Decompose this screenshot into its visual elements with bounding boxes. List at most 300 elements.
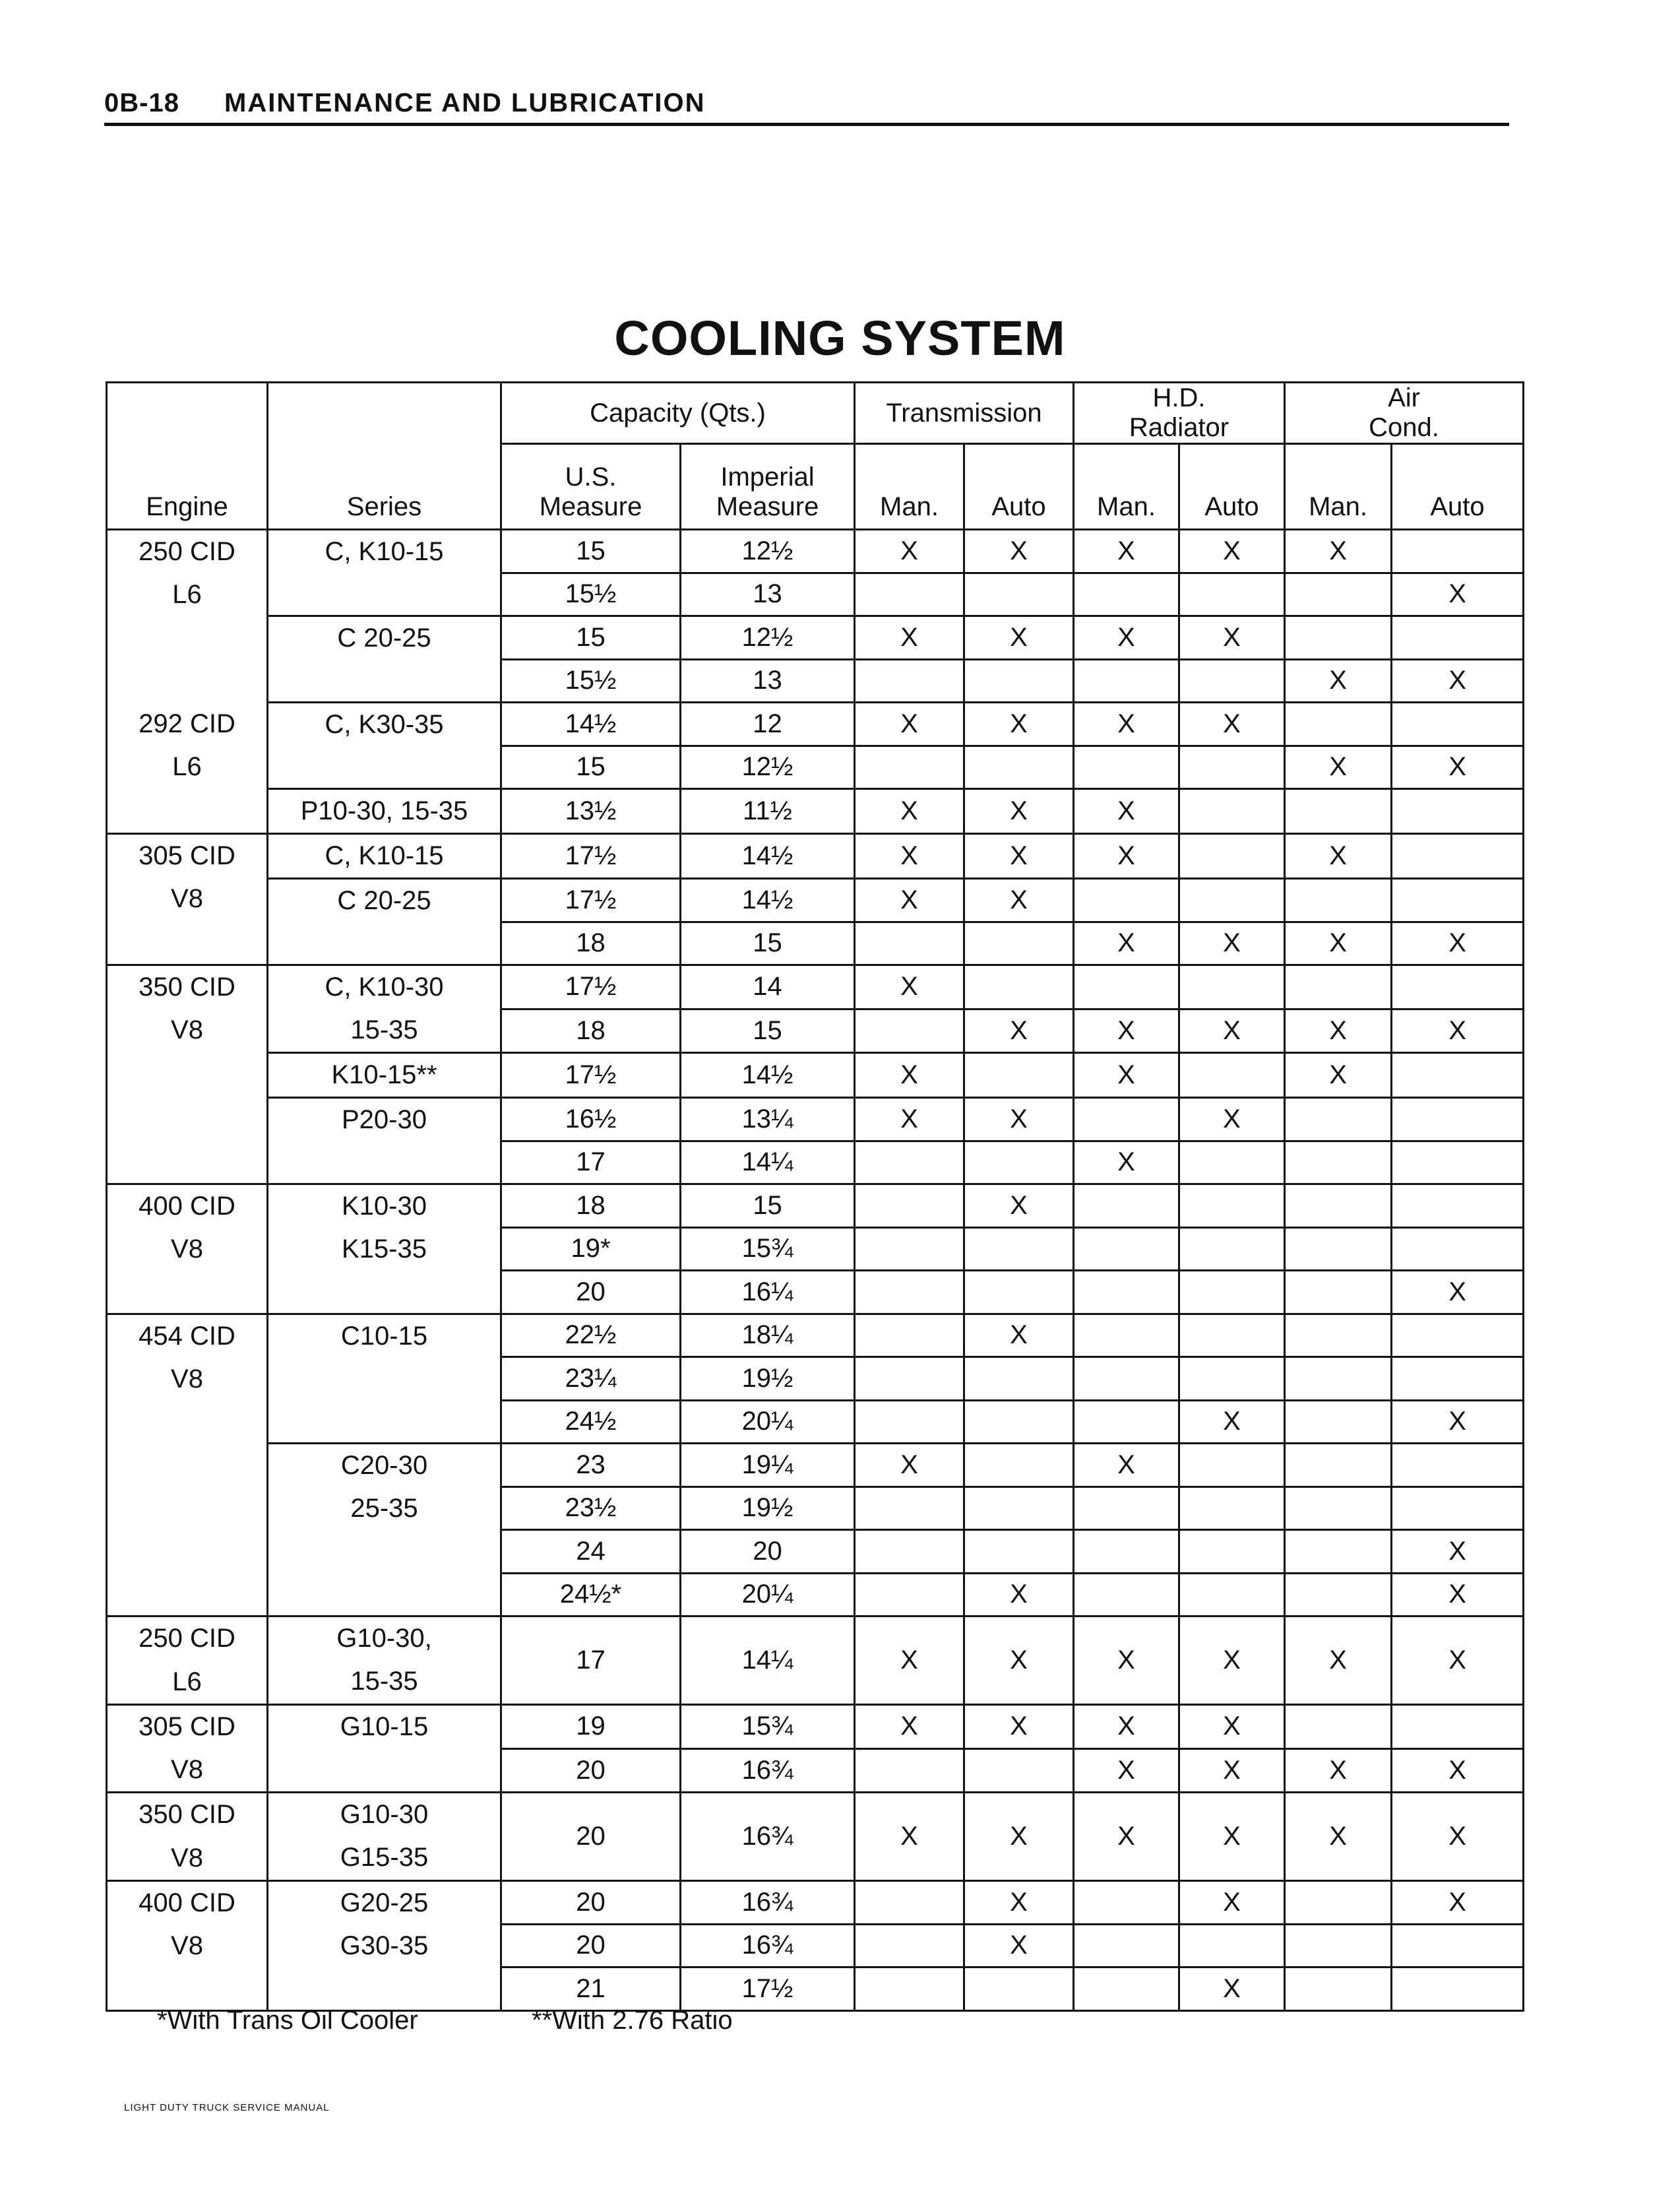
imperial-measure-cell: 15 — [681, 1009, 855, 1053]
table-row — [107, 965, 1524, 1009]
hman-cell — [1074, 746, 1179, 789]
hauto-cell — [1179, 1141, 1285, 1184]
header-series: Series — [268, 383, 501, 530]
series-line: C 20-25 — [337, 624, 431, 653]
imperial-measure-cell: 18¼ — [681, 1314, 855, 1357]
tauto-cell: X — [964, 789, 1074, 834]
manual-name: LIGHT DUTY TRUCK SERVICE MANUAL — [124, 2102, 330, 2113]
aauto-cell — [1392, 703, 1524, 746]
hman-cell — [1074, 1400, 1179, 1444]
aman-cell: X — [1285, 1748, 1392, 1793]
imperial-measure-cell: 19½ — [681, 1487, 855, 1530]
tauto-cell: X — [964, 879, 1074, 922]
hman-cell — [1074, 1530, 1179, 1574]
aauto-cell — [1392, 616, 1524, 660]
hauto-cell — [1179, 789, 1285, 834]
engine-label — [108, 530, 266, 616]
hman-cell: X — [1074, 922, 1179, 965]
us-measure-cell: 18 — [501, 1009, 681, 1053]
imperial-measure-cell: 13¼ — [681, 1098, 855, 1141]
engine-line: L6 — [172, 1667, 202, 1696]
hauto-cell: X — [1179, 1400, 1285, 1444]
tauto-cell: X — [964, 1184, 1074, 1228]
tman-cell — [855, 1009, 964, 1053]
us-measure-cell: 24 — [501, 1530, 681, 1574]
tauto-cell — [964, 1967, 1074, 2011]
tauto-cell — [964, 1357, 1074, 1401]
hauto-cell — [1179, 1487, 1285, 1530]
header-air-cond-line2: Cond. — [1369, 413, 1439, 442]
tauto-cell: X — [964, 1009, 1074, 1053]
imperial-measure-cell: 14 — [681, 965, 855, 1009]
table-row — [107, 616, 1524, 660]
table-row — [107, 834, 1524, 879]
tman-cell: X — [855, 834, 964, 879]
imperial-measure-cell: 12½ — [681, 530, 855, 573]
aauto-cell — [1392, 1141, 1524, 1184]
aauto-cell: X — [1392, 573, 1524, 616]
page-number: 0B-18 — [104, 88, 179, 117]
series-cell — [268, 1184, 501, 1314]
aman-cell — [1285, 703, 1392, 746]
hauto-cell: X — [1179, 1748, 1285, 1793]
imperial-measure-cell: 14¼ — [681, 1141, 855, 1184]
engine-cell — [107, 1793, 268, 1881]
tauto-cell: X — [964, 530, 1074, 573]
aman-cell: X — [1285, 530, 1392, 573]
aauto-cell — [1392, 1487, 1524, 1530]
tman-cell — [855, 1924, 964, 1967]
series-line: C 20-25 — [337, 886, 431, 915]
hman-cell: X — [1074, 1444, 1179, 1487]
engine-line: 250 CID — [139, 537, 235, 566]
aman-cell: X — [1285, 1793, 1392, 1881]
aman-cell — [1285, 1400, 1392, 1444]
engine-cell — [107, 1184, 268, 1314]
imperial-measure-cell: 16¼ — [681, 1271, 855, 1314]
table-row — [107, 1705, 1524, 1749]
us-measure-cell: 15½ — [501, 659, 681, 703]
hauto-cell — [1179, 1530, 1285, 1574]
cooling-system-table — [106, 381, 1524, 2012]
hman-cell — [1074, 879, 1179, 922]
us-measure-cell: 20 — [501, 1924, 681, 1967]
header-us-measure-line2: Measure — [539, 492, 642, 521]
aauto-cell — [1392, 789, 1524, 834]
hman-cell: X — [1074, 616, 1179, 660]
hauto-cell: X — [1179, 616, 1285, 660]
tauto-cell: X — [964, 834, 1074, 879]
tman-cell — [855, 1271, 964, 1314]
hauto-cell: X — [1179, 1967, 1285, 2011]
header-imperial-measure-line1: Imperial — [720, 463, 815, 492]
hauto-cell: X — [1179, 1098, 1285, 1141]
table-row — [107, 1793, 1524, 1881]
series-line: 25-35 — [350, 1494, 418, 1523]
imperial-measure-cell: 19½ — [681, 1357, 855, 1401]
header-hd-radiator-line1: H.D. — [1152, 383, 1206, 412]
engine-cell — [107, 965, 268, 1184]
tauto-cell: X — [964, 1098, 1074, 1141]
table-row — [107, 1314, 1524, 1357]
hman-cell: X — [1074, 530, 1179, 573]
header-engine: Engine — [107, 383, 268, 530]
us-measure-cell: 13½ — [501, 789, 681, 834]
engine-line: V8 — [171, 1234, 203, 1263]
hman-cell: X — [1074, 834, 1179, 879]
engine-cell — [107, 834, 268, 965]
engine-cell — [107, 1616, 268, 1705]
hman-cell: X — [1074, 1705, 1179, 1749]
imperial-measure-cell: 20¼ — [681, 1400, 855, 1444]
hman-cell — [1074, 1487, 1179, 1530]
header-hd-radiator-line2: Radiator — [1129, 413, 1229, 442]
series-line: C, K30-35 — [325, 710, 444, 739]
aman-cell — [1285, 1705, 1392, 1749]
tman-cell — [855, 1530, 964, 1574]
imperial-measure-cell: 17½ — [681, 1967, 855, 2011]
hman-cell — [1074, 1227, 1179, 1271]
aman-cell: X — [1285, 834, 1392, 879]
series-line: P20-30 — [342, 1105, 427, 1134]
series-line: G10-30 — [340, 1800, 429, 1829]
tauto-cell — [964, 922, 1074, 965]
imperial-measure-cell: 16¾ — [681, 1793, 855, 1881]
tauto-cell — [964, 1141, 1074, 1184]
series-line: C, K10-15 — [325, 537, 444, 566]
tman-cell: X — [855, 1053, 964, 1098]
us-measure-cell: 20 — [501, 1793, 681, 1881]
hauto-cell: X — [1179, 1616, 1285, 1705]
hauto-cell — [1179, 1053, 1285, 1098]
table-row — [107, 789, 1524, 834]
aauto-cell — [1392, 1924, 1524, 1967]
aman-cell: X — [1285, 1009, 1392, 1053]
tauto-cell — [964, 1530, 1074, 1574]
table-row — [107, 703, 1524, 746]
hauto-cell — [1179, 1444, 1285, 1487]
aauto-cell: X — [1392, 1530, 1524, 1574]
tauto-cell — [964, 1487, 1074, 1530]
imperial-measure-cell: 14½ — [681, 1053, 855, 1098]
tman-cell: X — [855, 1705, 964, 1749]
aman-cell: X — [1285, 922, 1392, 965]
engine-line: L6 — [172, 580, 202, 609]
tauto-cell — [964, 965, 1074, 1009]
header-imperial-measure-line2: Measure — [716, 492, 819, 521]
tman-cell — [855, 1314, 964, 1357]
header-capacity: Capacity (Qts.) — [501, 383, 855, 444]
footnote-single-asterisk: *With Trans Oil Cooler — [157, 2006, 418, 2035]
tman-cell: X — [855, 530, 964, 573]
aauto-cell — [1392, 1357, 1524, 1401]
us-measure-cell: 22½ — [501, 1314, 681, 1357]
header-transmission: Transmission — [855, 383, 1074, 444]
tauto-cell: X — [964, 703, 1074, 746]
tauto-cell: X — [964, 1616, 1074, 1705]
imperial-measure-cell: 12 — [681, 703, 855, 746]
tauto-cell — [964, 1400, 1074, 1444]
imperial-measure-cell: 11½ — [681, 789, 855, 834]
header-imperial-measure — [681, 444, 855, 530]
us-measure-cell: 19* — [501, 1227, 681, 1271]
aauto-cell — [1392, 1967, 1524, 2011]
aauto-cell — [1392, 1705, 1524, 1749]
aauto-cell: X — [1392, 1616, 1524, 1705]
us-measure-cell: 18 — [501, 1184, 681, 1228]
engine-line: 400 CID — [139, 1192, 235, 1221]
tauto-cell: X — [964, 1314, 1074, 1357]
hauto-cell — [1179, 1314, 1285, 1357]
imperial-measure-cell: 15 — [681, 922, 855, 965]
hman-cell — [1074, 1967, 1179, 2011]
hman-cell: X — [1074, 1053, 1179, 1098]
us-measure-cell: 21 — [501, 1967, 681, 2011]
engine-line: 454 CID — [139, 1321, 235, 1351]
aman-cell — [1285, 1271, 1392, 1314]
tauto-cell: X — [964, 1924, 1074, 1967]
hauto-cell — [1179, 834, 1285, 879]
imperial-measure-cell: 13 — [681, 573, 855, 616]
engine-label — [108, 1882, 266, 1967]
imperial-measure-cell: 15 — [681, 1184, 855, 1228]
imperial-measure-cell: 12½ — [681, 746, 855, 789]
hauto-cell — [1179, 1271, 1285, 1314]
header-air-cond — [1285, 383, 1524, 444]
series-cell — [268, 879, 501, 965]
us-measure-cell: 15½ — [501, 573, 681, 616]
aman-cell — [1285, 1444, 1392, 1487]
aauto-cell — [1392, 1184, 1524, 1228]
engine-line: L6 — [172, 752, 202, 781]
table-row — [107, 1444, 1524, 1487]
aman-cell — [1285, 1573, 1392, 1616]
engine-line: 350 CID — [139, 1800, 235, 1829]
tman-cell — [855, 746, 964, 789]
engine-line: 350 CID — [139, 973, 235, 1002]
engine-label — [108, 835, 266, 920]
aman-cell — [1285, 1314, 1392, 1357]
hman-cell — [1074, 1357, 1179, 1401]
tauto-cell — [964, 659, 1074, 703]
series-cell — [268, 1881, 501, 2011]
aauto-cell — [1392, 1444, 1524, 1487]
aman-cell — [1285, 965, 1392, 1009]
tman-cell — [855, 1141, 964, 1184]
tman-cell: X — [855, 1444, 964, 1487]
engine-line: V8 — [171, 1843, 203, 1872]
series-line: 15-35 — [350, 1667, 418, 1696]
tman-cell: X — [855, 1793, 964, 1881]
hauto-cell: X — [1179, 1881, 1285, 1925]
tauto-cell — [964, 1444, 1074, 1487]
engine-label — [108, 1793, 266, 1880]
series-line: G15-35 — [340, 1843, 429, 1872]
aauto-cell: X — [1392, 1748, 1524, 1793]
series-cell — [268, 616, 501, 703]
table-row — [107, 530, 1524, 573]
table-row — [107, 879, 1524, 922]
tman-cell — [855, 573, 964, 616]
aman-cell — [1285, 1184, 1392, 1228]
hman-cell: X — [1074, 1141, 1179, 1184]
engine-line: V8 — [171, 884, 203, 913]
header-us-measure — [501, 444, 681, 530]
tman-cell: X — [855, 1098, 964, 1141]
tauto-cell: X — [964, 1705, 1074, 1749]
tauto-cell — [964, 1053, 1074, 1098]
engine-cell — [107, 1881, 268, 2011]
aman-cell — [1285, 1530, 1392, 1574]
us-measure-cell: 16½ — [501, 1098, 681, 1141]
tauto-cell — [964, 573, 1074, 616]
imperial-measure-cell: 15¾ — [681, 1705, 855, 1749]
header-aircond-man: Man. — [1285, 444, 1392, 530]
aauto-cell: X — [1392, 1400, 1524, 1444]
hman-cell — [1074, 1924, 1179, 1967]
engine-line: V8 — [171, 1755, 203, 1784]
us-measure-cell: 20 — [501, 1271, 681, 1314]
aauto-cell — [1392, 1053, 1524, 1098]
aman-cell — [1285, 1227, 1392, 1271]
tman-cell — [855, 1357, 964, 1401]
tman-cell — [855, 1967, 964, 2011]
header-hd-radiator — [1074, 383, 1285, 444]
series-line: C, K10-15 — [325, 841, 444, 870]
tman-cell — [855, 922, 964, 965]
engine-label — [108, 1185, 266, 1271]
series-cell — [268, 1444, 501, 1616]
series-cell — [268, 789, 501, 834]
series-cell — [268, 1314, 501, 1444]
hauto-cell — [1179, 573, 1285, 616]
engine-label — [108, 1706, 266, 1791]
tman-cell — [855, 1227, 964, 1271]
header-us-measure-line1: U.S. — [565, 463, 617, 492]
page-title: COOLING SYSTEM — [614, 311, 1066, 366]
hauto-cell: X — [1179, 1705, 1285, 1749]
hauto-cell — [1179, 659, 1285, 703]
series-line: 15-35 — [350, 1015, 418, 1044]
hauto-cell: X — [1179, 703, 1285, 746]
us-measure-cell: 17 — [501, 1616, 681, 1705]
aauto-cell — [1392, 879, 1524, 922]
us-measure-cell: 20 — [501, 1748, 681, 1793]
us-measure-cell: 15 — [501, 616, 681, 660]
tman-cell — [855, 1748, 964, 1793]
series-line: C10-15 — [340, 1321, 428, 1351]
series-cell — [268, 1053, 501, 1098]
imperial-measure-cell: 13 — [681, 659, 855, 703]
tauto-cell — [964, 1227, 1074, 1271]
us-measure-cell: 19 — [501, 1705, 681, 1749]
imperial-measure-cell: 14½ — [681, 879, 855, 922]
series-cell — [268, 1793, 501, 1881]
tman-cell — [855, 1184, 964, 1228]
aauto-cell — [1392, 1098, 1524, 1141]
us-measure-cell: 24½ — [501, 1400, 681, 1444]
aman-cell — [1285, 1967, 1392, 2011]
aauto-cell: X — [1392, 1881, 1524, 1925]
hman-cell — [1074, 1314, 1179, 1357]
us-measure-cell: 23¼ — [501, 1357, 681, 1401]
hman-cell: X — [1074, 789, 1179, 834]
tman-cell — [855, 1487, 964, 1530]
imperial-measure-cell: 14½ — [681, 834, 855, 879]
hman-cell — [1074, 1184, 1179, 1228]
engine-label — [108, 1617, 266, 1704]
us-measure-cell: 17½ — [501, 1053, 681, 1098]
engine-line: V8 — [171, 1015, 203, 1044]
header-air-cond-line1: Air — [1388, 383, 1420, 412]
aman-cell: X — [1285, 1053, 1392, 1098]
us-measure-cell: 17½ — [501, 834, 681, 879]
table-row — [107, 1184, 1524, 1228]
us-measure-cell: 17½ — [501, 965, 681, 1009]
series-cell — [268, 1098, 501, 1184]
header-trans-auto: Auto — [964, 444, 1074, 530]
series-line: G20-25 — [340, 1888, 429, 1917]
aauto-cell — [1392, 965, 1524, 1009]
us-measure-cell: 15 — [501, 530, 681, 573]
aauto-cell — [1392, 834, 1524, 879]
series-line: G10-30, — [336, 1624, 432, 1653]
tauto-cell: X — [964, 1793, 1074, 1881]
hauto-cell — [1179, 1573, 1285, 1616]
series-cell — [268, 1616, 501, 1705]
engine-line: V8 — [171, 1931, 203, 1960]
engine-line: 305 CID — [139, 841, 235, 870]
imperial-measure-cell: 14¼ — [681, 1616, 855, 1705]
aman-cell — [1285, 1098, 1392, 1141]
imperial-measure-cell: 20¼ — [681, 1573, 855, 1616]
hauto-cell: X — [1179, 922, 1285, 965]
header-radiator-man: Man. — [1074, 444, 1179, 530]
aman-cell — [1285, 1487, 1392, 1530]
tman-cell — [855, 1573, 964, 1616]
header-radiator-auto: Auto — [1179, 444, 1285, 530]
tauto-cell: X — [964, 1881, 1074, 1925]
tman-cell — [855, 659, 964, 703]
engine-line: 250 CID — [139, 1624, 235, 1653]
tman-cell — [855, 1400, 964, 1444]
series-line: K15-35 — [342, 1234, 427, 1263]
aman-cell: X — [1285, 659, 1392, 703]
imperial-measure-cell: 16¾ — [681, 1748, 855, 1793]
imperial-measure-cell: 16¾ — [681, 1881, 855, 1925]
hauto-cell: X — [1179, 1009, 1285, 1053]
series-cell — [268, 965, 501, 1053]
aauto-cell: X — [1392, 1271, 1524, 1314]
engine-cell — [107, 1314, 268, 1616]
series-cell — [268, 703, 501, 789]
tman-cell: X — [855, 703, 964, 746]
tman-cell: X — [855, 1616, 964, 1705]
engine-line: 305 CID — [139, 1712, 235, 1741]
us-measure-cell: 14½ — [501, 703, 681, 746]
hauto-cell — [1179, 1357, 1285, 1401]
us-measure-cell: 23 — [501, 1444, 681, 1487]
aman-cell — [1285, 1357, 1392, 1401]
tman-cell: X — [855, 965, 964, 1009]
aauto-cell — [1392, 1227, 1524, 1271]
footnote-double-asterisk: **With 2.76 Ratio — [532, 2006, 733, 2035]
hman-cell: X — [1074, 1009, 1179, 1053]
aman-cell — [1285, 616, 1392, 660]
imperial-measure-cell: 15¾ — [681, 1227, 855, 1271]
series-line: G30-35 — [340, 1931, 429, 1960]
tauto-cell — [964, 746, 1074, 789]
